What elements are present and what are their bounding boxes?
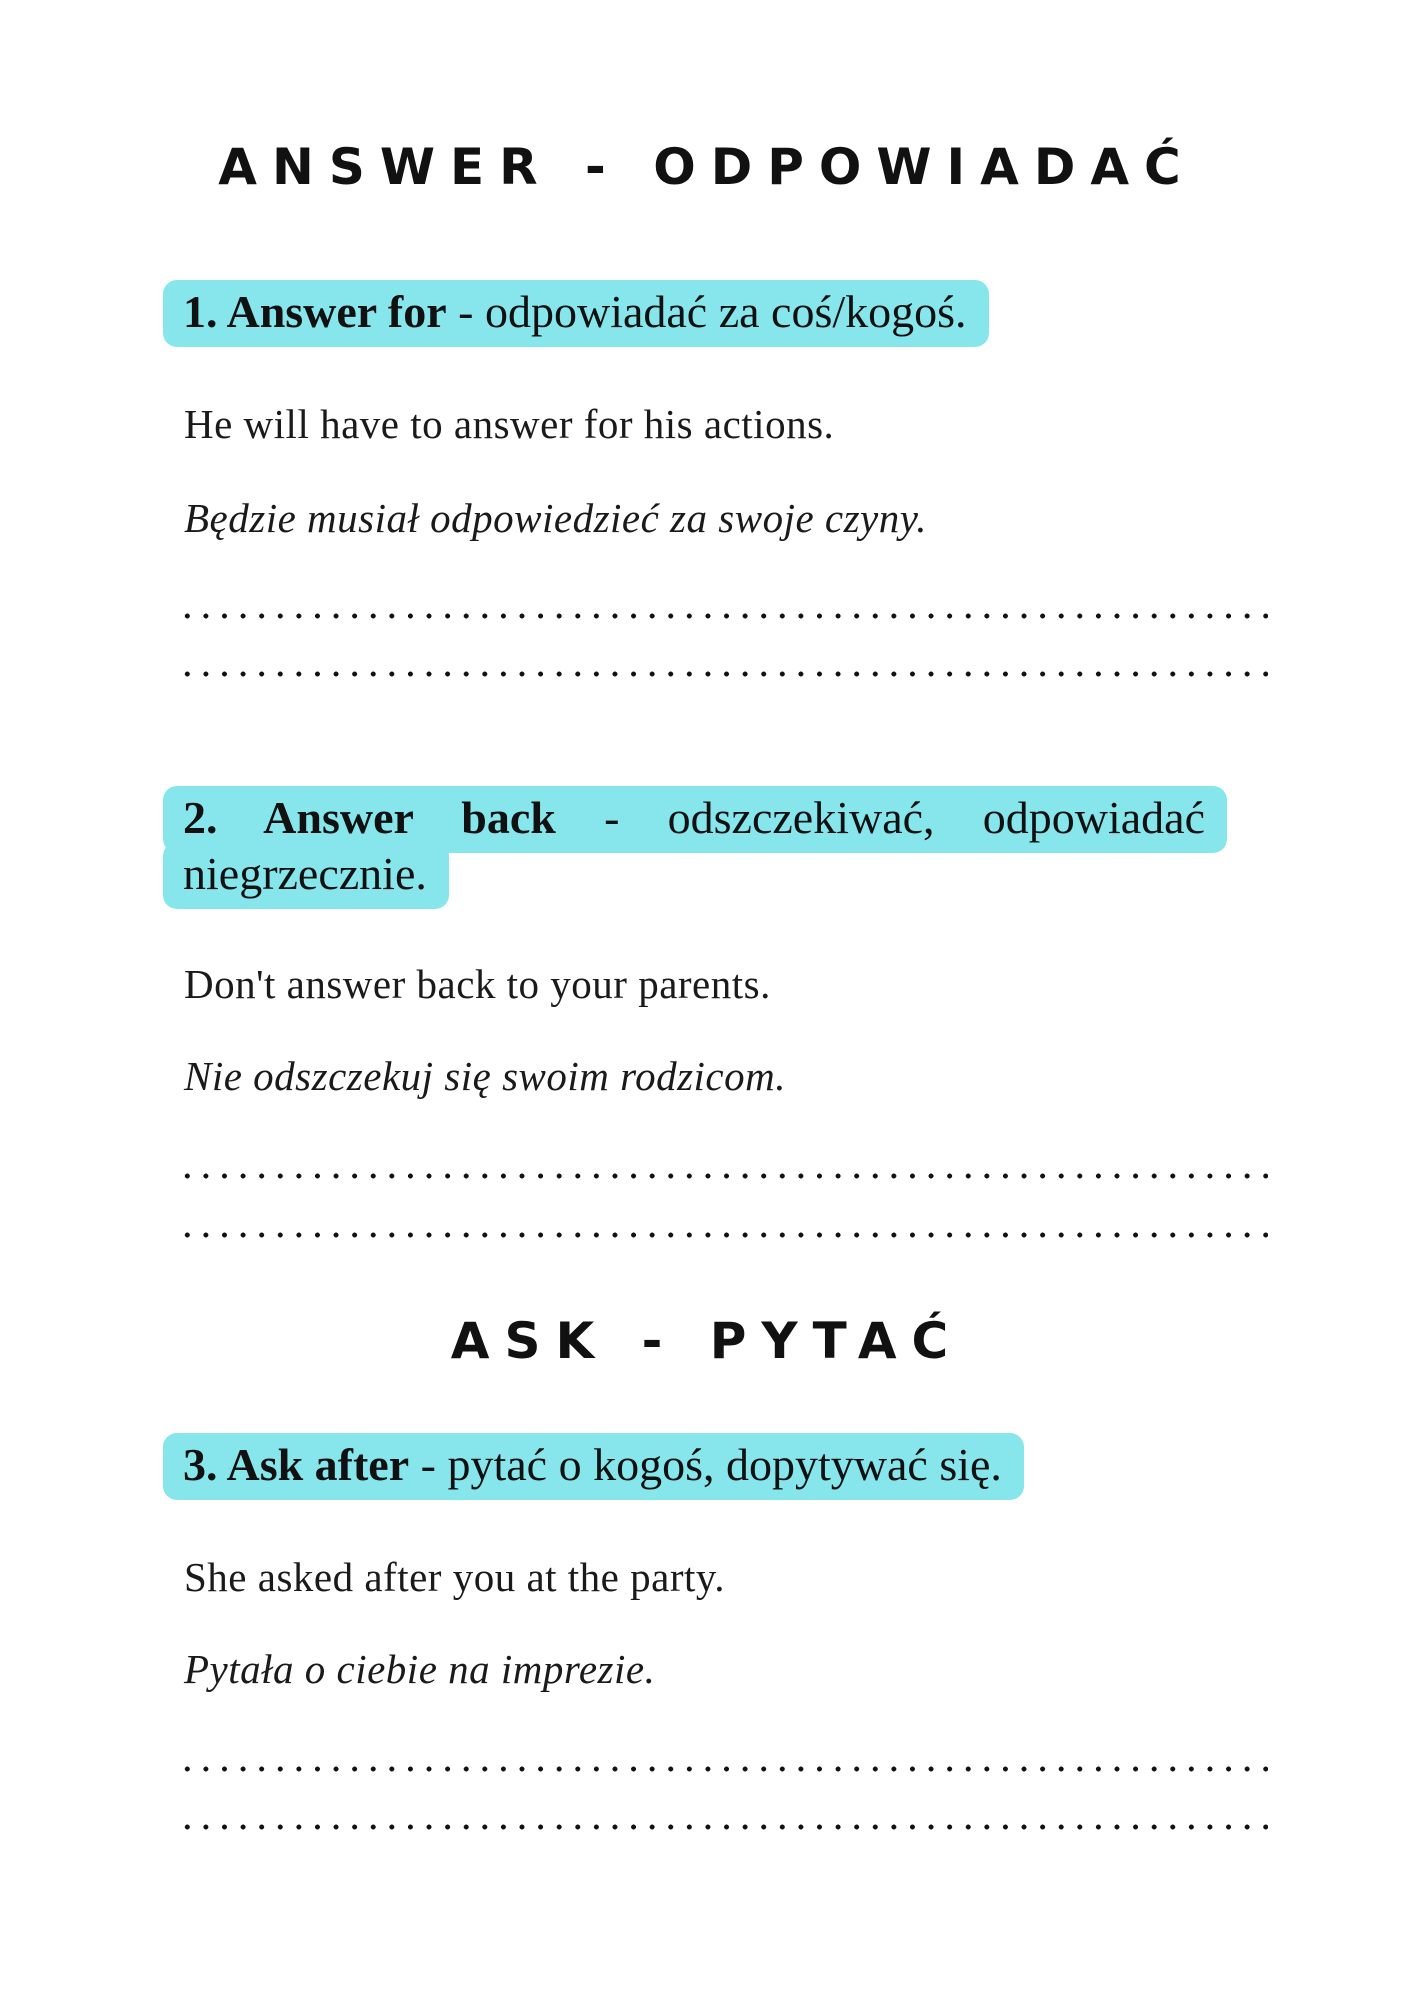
phrase-highlight <box>163 280 989 347</box>
example-sentence-pl: Pytała o ciebie na imprezie. <box>184 1646 656 1692</box>
phrase-separator: - <box>409 1439 448 1490</box>
phrase-term: 1. Answer for <box>183 286 447 337</box>
phrase-separator: - <box>555 792 668 843</box>
phrase-term: 2. Answer back <box>183 792 556 843</box>
phrase-heading-answer-for <box>163 284 989 340</box>
dotted-writing-line <box>178 613 1268 619</box>
example-sentence-en: Don't answer back to your parents. <box>184 961 771 1007</box>
section-title-answer: ANSWER - ODPOWIADAĆ <box>218 138 1196 196</box>
dotted-writing-line <box>178 1824 1268 1830</box>
section-title-ask: ASK - PYTAĆ <box>450 1312 964 1370</box>
phrase-definition: odpowiadać za coś/kogoś. <box>484 286 967 337</box>
dotted-writing-line <box>178 1766 1268 1772</box>
example-sentence-pl: Będzie musiał odpowiedzieć za swoje czyny. <box>184 495 927 541</box>
phrase-definition: pytać o kogoś, dopytywać się. <box>447 1439 1002 1490</box>
phrase-heading-answer-back <box>163 790 1227 902</box>
phrase-definition: odszczekiwać, odpowiadać niegrzecznie. <box>183 792 1205 899</box>
example-sentence-pl: Nie odszczekuj się swoim rodzicom. <box>184 1053 786 1099</box>
example-sentence-en: He will have to answer for his actions. <box>184 401 835 447</box>
phrase-highlight <box>163 1433 1024 1500</box>
dotted-writing-line <box>178 1232 1268 1238</box>
phrase-highlight <box>163 786 1227 909</box>
dotted-writing-line <box>178 671 1268 677</box>
phrase-heading-ask-after <box>163 1437 1024 1493</box>
phrase-separator: - <box>446 286 485 337</box>
dotted-writing-line <box>178 1173 1268 1179</box>
example-sentence-en: She asked after you at the party. <box>184 1554 725 1600</box>
phrase-term: 3. Ask after <box>183 1439 410 1490</box>
